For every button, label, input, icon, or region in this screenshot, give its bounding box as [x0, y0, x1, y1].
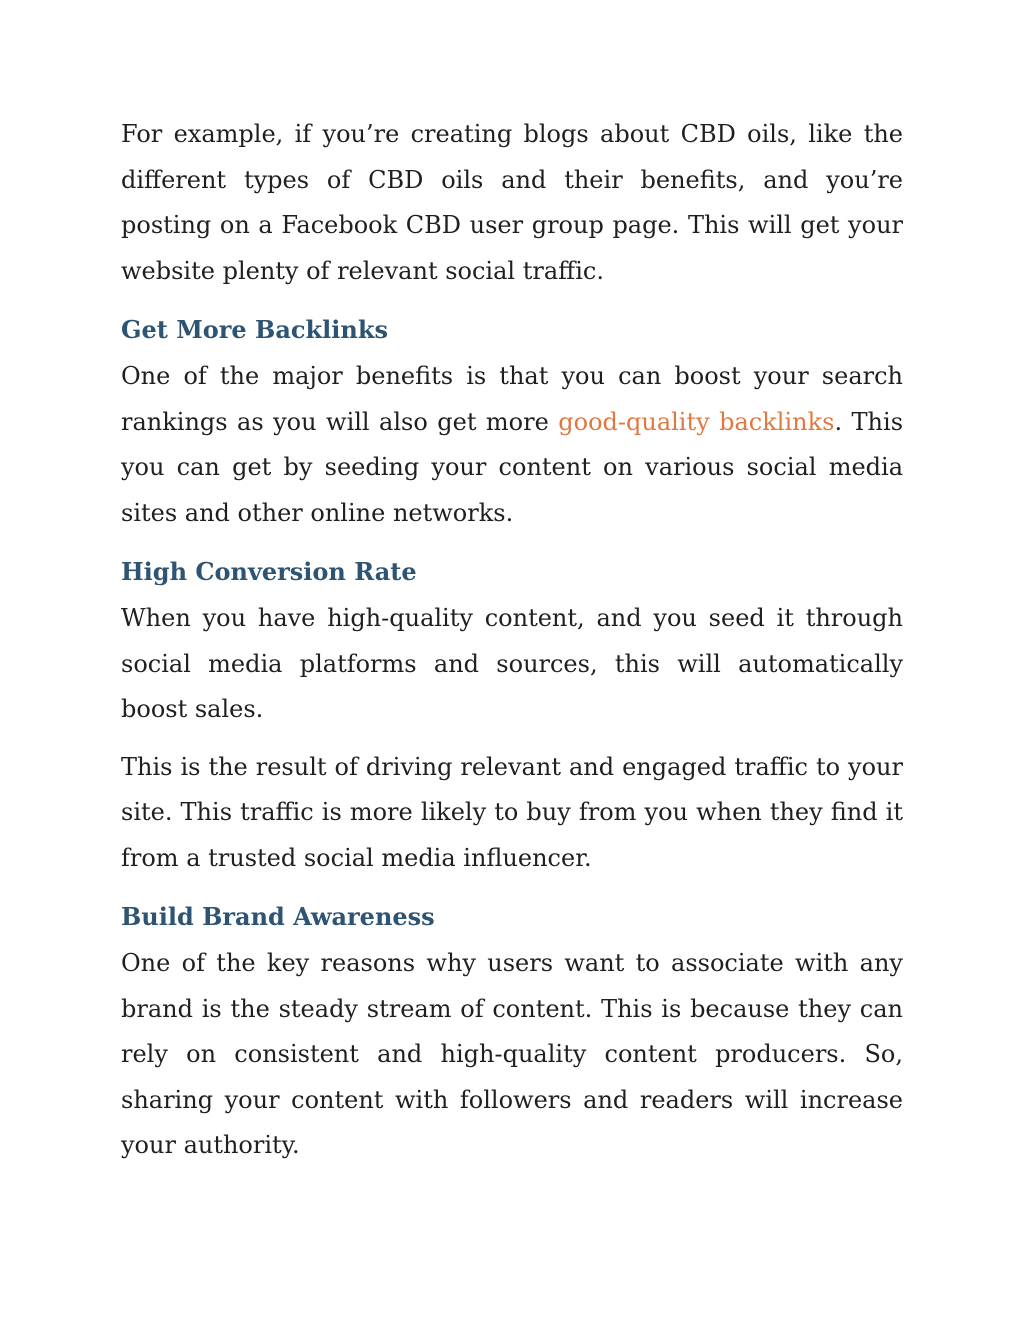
good-quality-backlinks-link[interactable]: good-quality backlinks: [558, 407, 835, 436]
paragraph-backlinks-text-before: One of the major benefits is that you can boost your search rankings as you will also get more: [121, 362, 903, 436]
paragraph-traffic: This is the result of driving relevant and engaged traffic to your site. This traffic is more likely to buy from you when they find it from a trusted social media influencer.: [121, 752, 903, 872]
paragraph-backlinks-text-after: . This you can get by seeding your content on various social media sites and other online networks.: [121, 407, 904, 527]
paragraph-brand: One of the key reasons why users want to associate with any brand is the steady stream of content. This is because they can rely on consistent and high-quality content producers. So, sharing your content with followers and readers will increase your authority.: [121, 949, 903, 1159]
paragraph-backlinks: [121, 354, 903, 536]
heading-build-brand-awareness: Build Brand Awareness: [121, 902, 435, 931]
heading-get-more-backlinks: Get More Backlinks: [121, 315, 388, 344]
document-page: [121, 112, 903, 1181]
paragraph-intro: For example, if you’re creating blogs about CBD oils, like the different types of CBD oils and their benefits, and you’re posting on a Facebook CBD user group page. This will get your website plenty of relevant social traffic.: [121, 120, 903, 285]
paragraph-conversion: When you have high-quality content, and you seed it through social media platforms and sources, this will automatically boost sales.: [121, 604, 903, 723]
heading-high-conversion-rate: High Conversion Rate: [121, 557, 417, 586]
